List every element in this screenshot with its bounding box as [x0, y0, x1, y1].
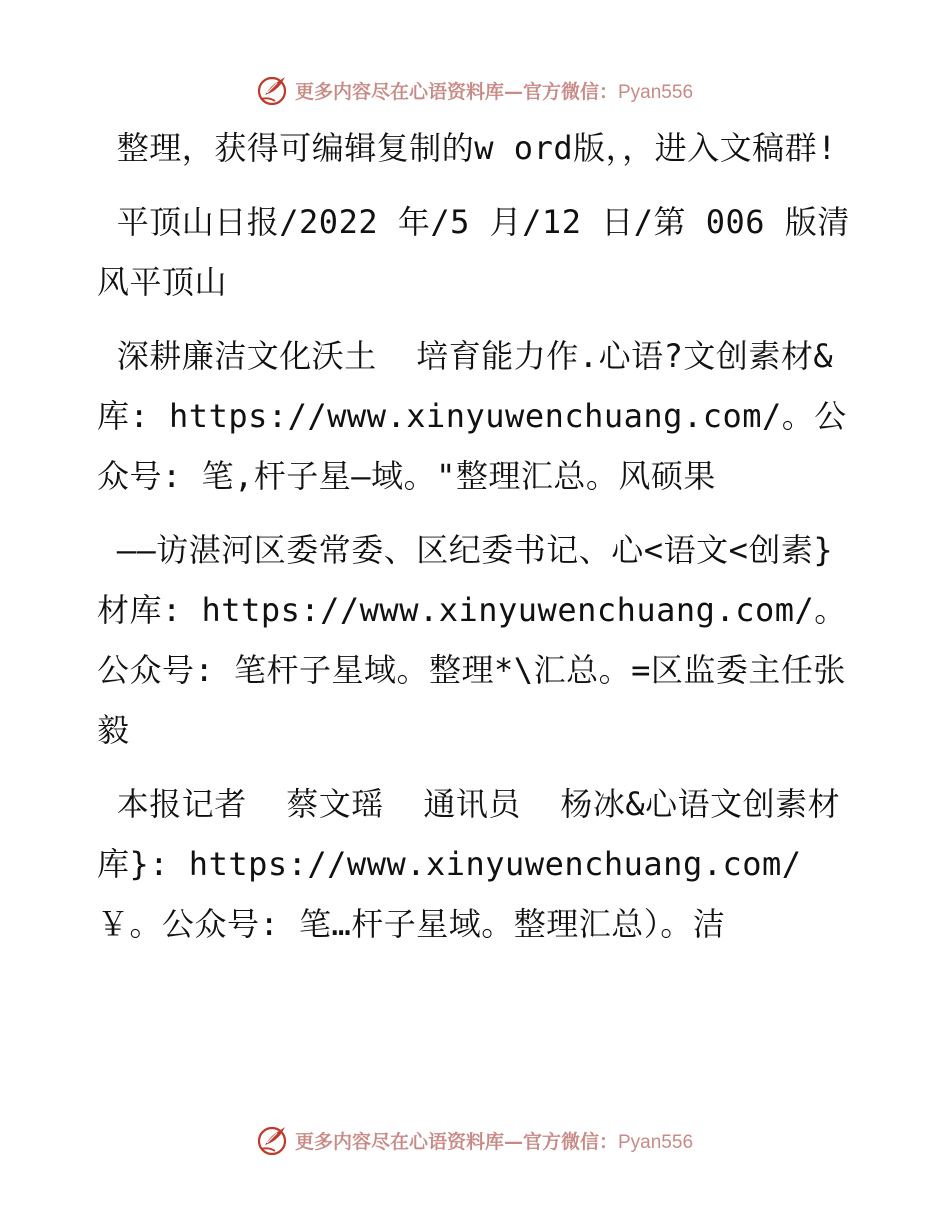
paragraph-headline: 深耕廉洁文化沃土 培育能力作.心语?文创素材&库: https://www.xinyuwenchuang.com/。公众号: 笔,杆子星—域。"整理汇总。风硕果 — [97, 337, 847, 495]
paragraph-subheadline: ——访湛河区委常委、区纪委书记、心<语文<创素}材库: https://www.xinyuwenchuang.com/。公众号: 笔杆子星域。整理*\汇总。=区监委主任张毅 — [97, 531, 847, 749]
footer-banner — [0, 1120, 950, 1160]
footer-banner-text: 更多内容尽在心语资料库—官方微信：Pyan556 — [294, 1130, 694, 1153]
header-banner — [0, 70, 950, 110]
footer-wechat-id: Pyan556 — [618, 1131, 694, 1153]
paragraph-byline: 本报记者 蔡文瑶 通讯员 杨冰&心语文创素材库}: https://www.xinyuwenchuang.com/￥。公众号: 笔…杆子星域。整理汇总）。洁 — [97, 785, 841, 943]
paragraph-intro: 整理，获得可编辑复制的w ord版，，进入文稿群! — [97, 129, 837, 167]
paragraph-source: 平顶山日报/2022 年/5 月/12 日/第 006 版清风平顶山 — [97, 203, 850, 301]
document-body — [97, 118, 857, 968]
pen-logo-icon — [257, 1123, 291, 1157]
header-wechat-id: Pyan556 — [618, 81, 694, 103]
header-banner-text: 更多内容尽在心语资料库—官方微信：Pyan556 — [294, 80, 694, 103]
pen-logo-icon — [257, 73, 291, 107]
